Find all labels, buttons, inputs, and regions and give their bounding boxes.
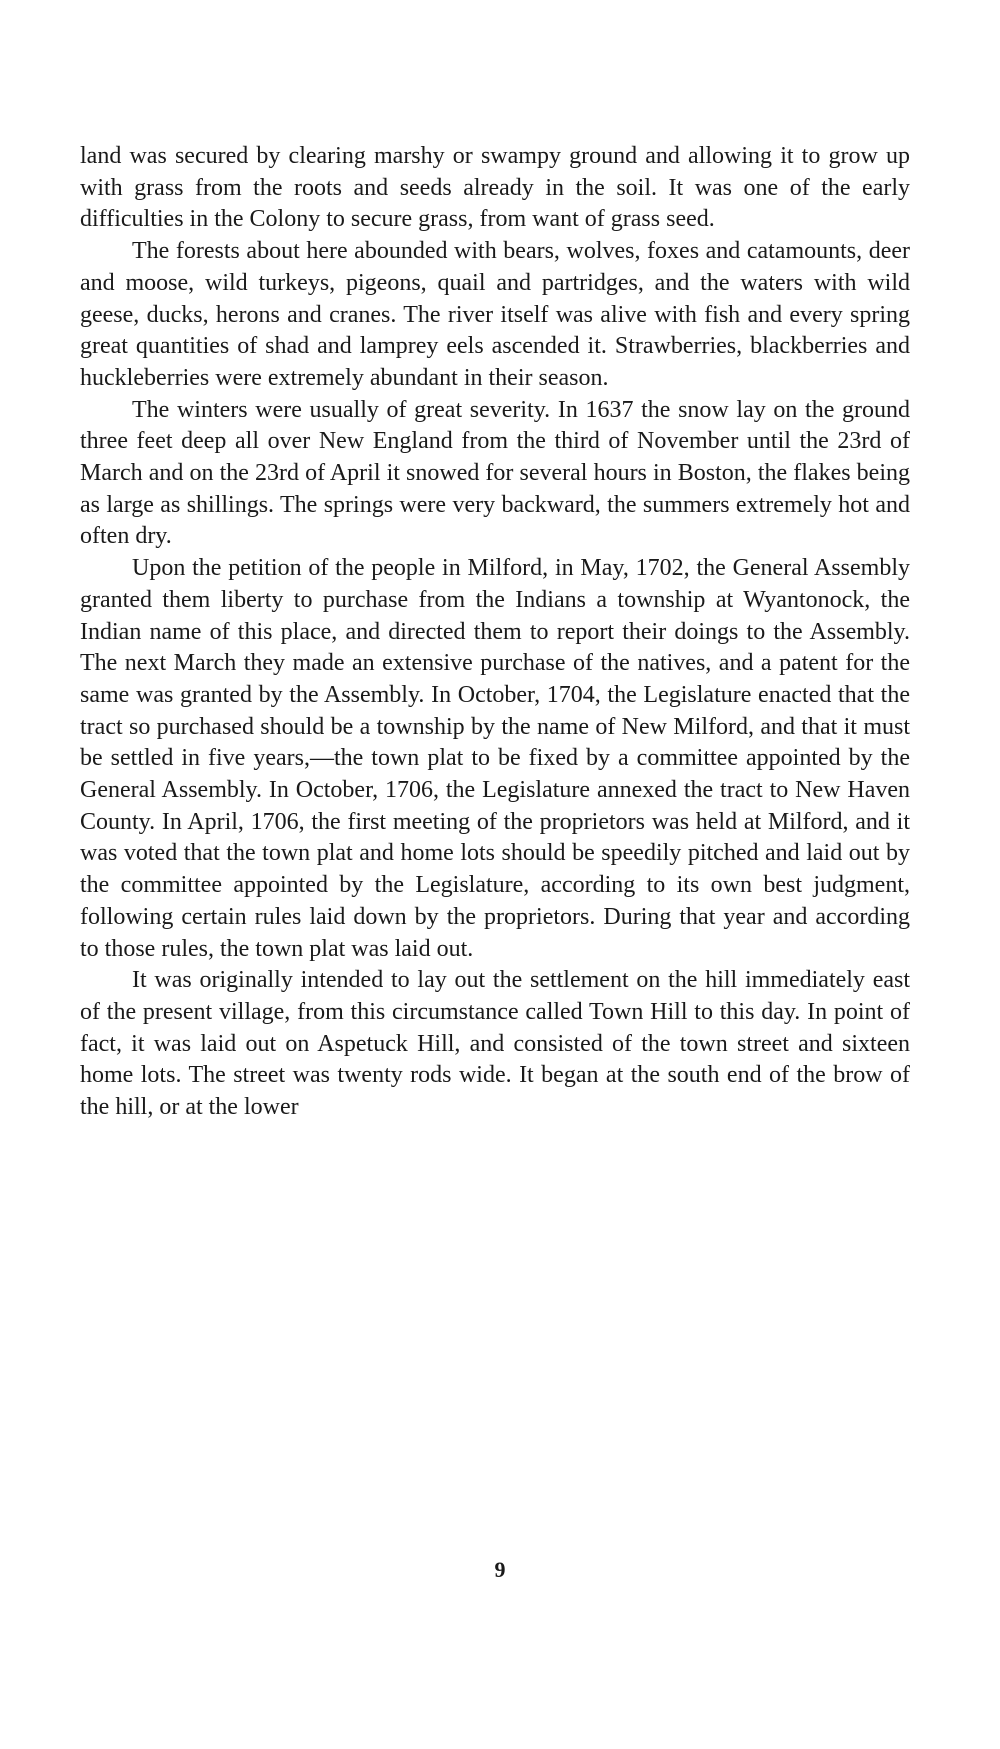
paragraph-forests-wildlife: The forests about here abounded with bears, wolves, foxes and catamounts, deer and moose, wild turkeys, pigeons, quail and partridges, and the waters with wild geese, ducks, herons and cranes. The river itself was alive with fish and every spring great quantities of shad and lamprey eels ascended it. Strawberries, blackberries and huckleberries were extremely abundant in their season. bbox=[80, 238, 910, 391]
paragraph-land-clearing: land was secured by clearing marshy or swampy ground and allowing it to grow up with grass from the roots and seeds already in the soil. It was one of the early difficulties in the Colony to secure grass, from want of grass seed. bbox=[80, 143, 910, 233]
paragraph-town-layout: It was originally intended to lay out the settlement on the hill immediately east of the present village, from this circumstance called Town Hill to this day. In point of fact, it was laid out on Aspetuck Hill, and consisted of the town street and sixteen home lots. The street was twenty rods wide. It began at the south end of the brow of the hill, or at the lower bbox=[80, 967, 910, 1121]
paragraph-winters: The winters were usually of great severity. In 1637 the snow lay on the ground three feet deep all over New England from the third of November until the 23rd of March and on the 23rd of April it snowed for several hours in Boston, the flakes being as large as shillings. The springs were very backward, the summers extremely hot and often dry. bbox=[80, 396, 910, 550]
page-number: 9 bbox=[494, 1557, 506, 1582]
paragraph-milford-petition: Upon the petition of the people in Milford, in May, 1702, the General Assembly granted them liberty to purchase from the Indians a township at Wyantonock, the Indian name of this place, and directed them to report their doings to the Assembly. The next March they made an extensive purchase of the natives, and a patent for the same was granted by the Assembly. In October, 1704, the Legislature enacted that the tract so purchased should be a township by the name of New Milford, and that it must be settled in five years,—the town plat to be fixed by a committee appointed by the General Assembly. In October, 1706, the Legislature annexed the tract to New Haven County. In April, 1706, the first meeting of the proprietors was held at Milford, and it was voted that the town plat and home lots should be speedily pitched and laid out by the committee appointed by the Legislature, according to its own best judgment, following certain rules laid down by the proprietors. During that year and according to those rules, the town plat was laid out. bbox=[80, 555, 910, 962]
page-body bbox=[80, 141, 910, 1124]
